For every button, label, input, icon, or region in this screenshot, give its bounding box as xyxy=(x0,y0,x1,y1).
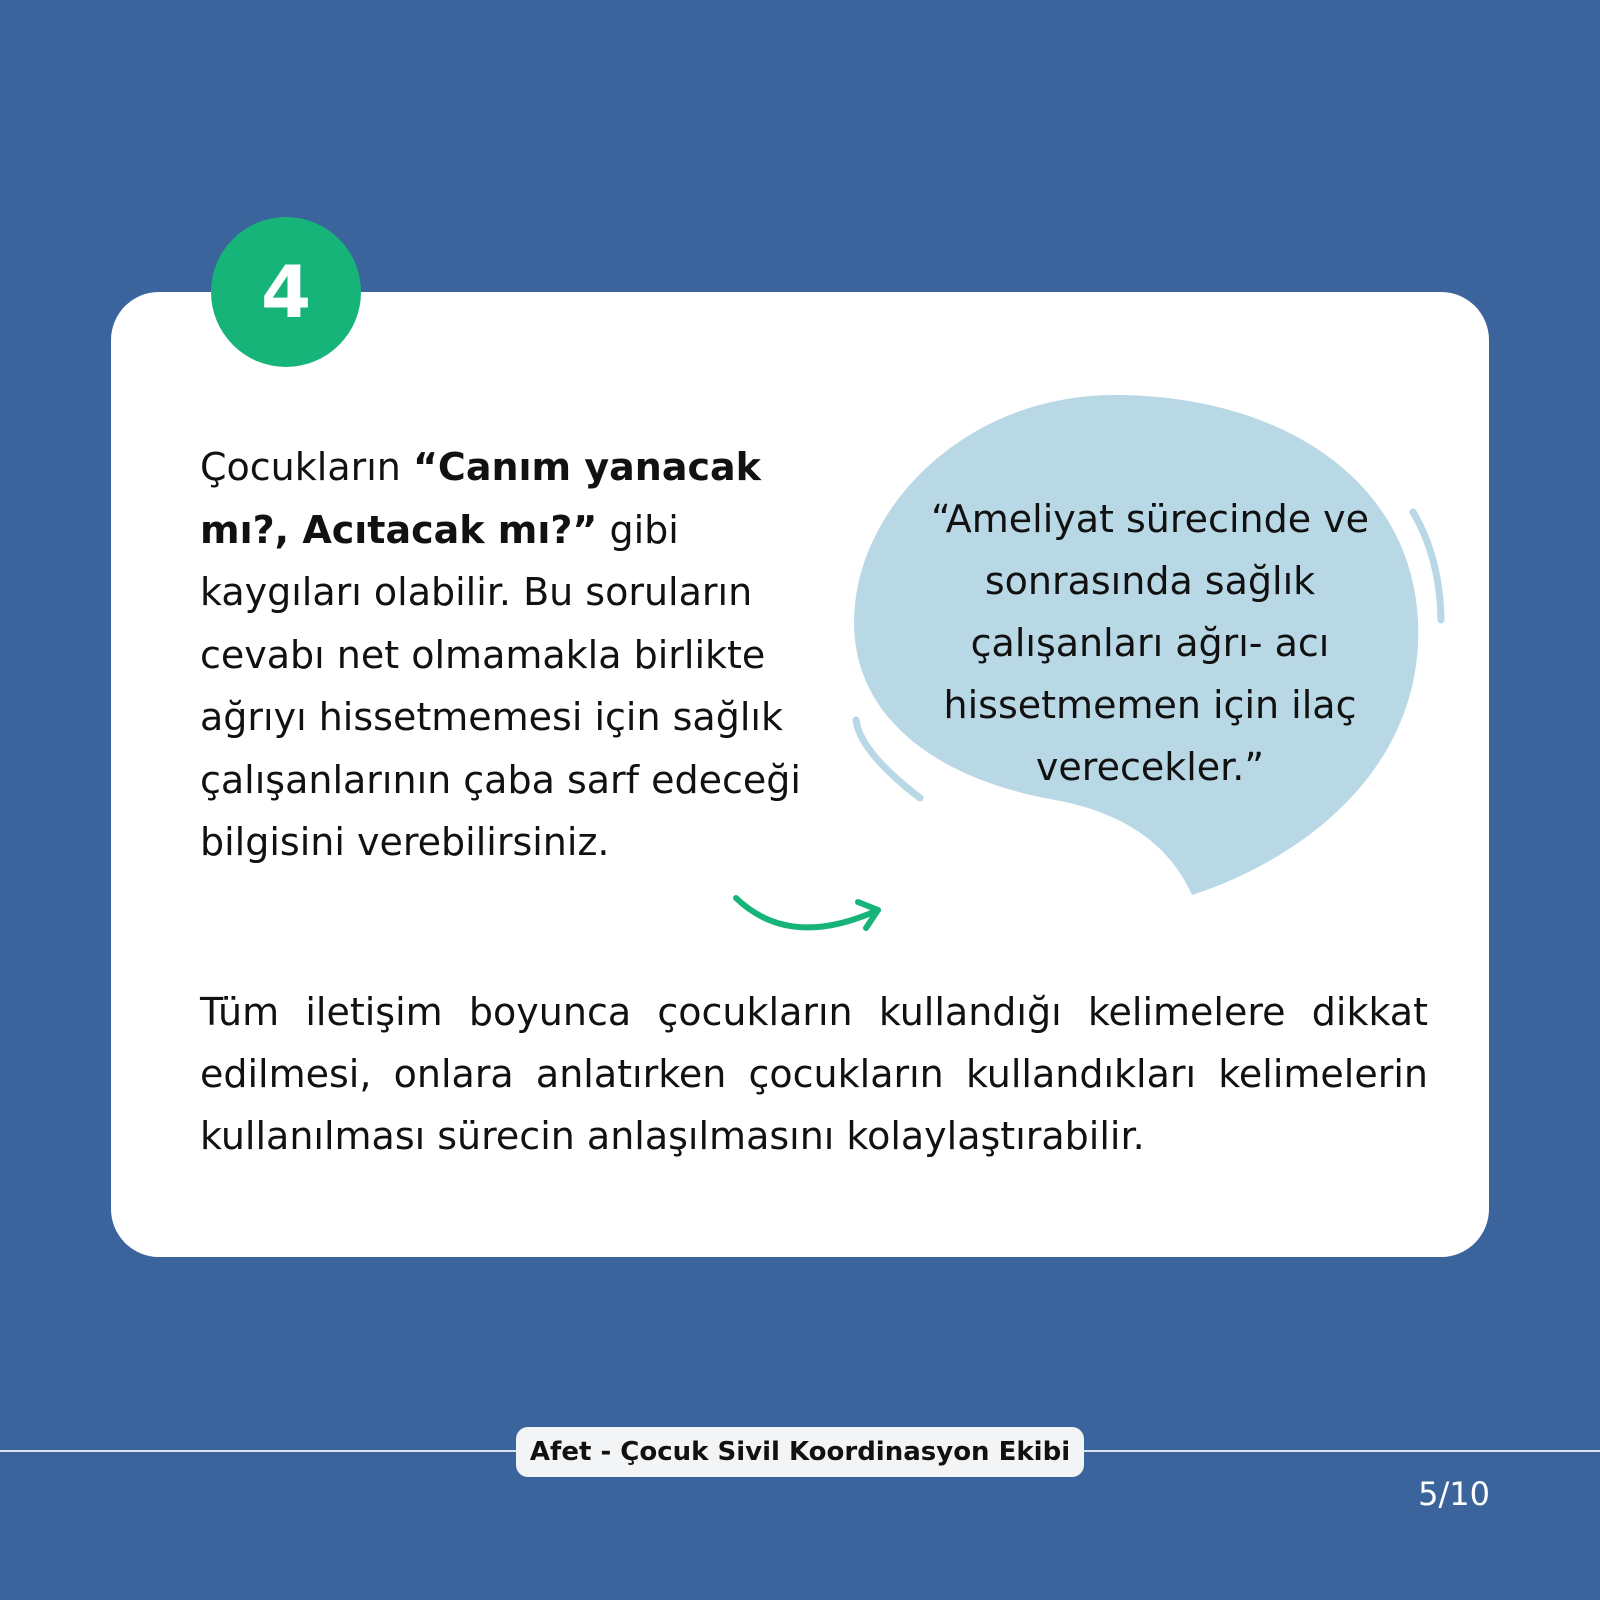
page-number: 5/10 xyxy=(1418,1475,1490,1513)
step-number-badge: 4 xyxy=(211,217,361,367)
intro-lead: Çocukların xyxy=(200,445,413,489)
footer-organization-label: Afet - Çocuk Sivil Koordinasyon Ekibi xyxy=(516,1427,1084,1477)
bubble-accent-right xyxy=(1413,512,1441,620)
intro-paragraph xyxy=(200,436,810,874)
curved-arrow-icon xyxy=(730,880,905,950)
quote-text: “Ameliyat sürecinde ve sonrasında sağlık çalışanları ağrı- acı hissetmemen için ilaç verecekler.” xyxy=(930,497,1370,789)
intro-question: “Canım yanacak mı?, Acıtacak mı?” xyxy=(200,445,761,552)
summary-paragraph: Tüm iletişim boyunca çocukların kullandığı kelimelere dikkat edilmesi, onlara anlatırken çocukların kullandıkları kelimelerin kullanılması sürecin anlaşılmasını kolaylaştırabilir. xyxy=(200,990,1428,1158)
intro-rest: gibi kaygıları olabilir. Bu soruların cevabı net olmamakla birlikte ağrıyı hissetmemesi için sağlık çalışanlarının çaba sarf edeceği bilgisini verebilirsiniz. xyxy=(200,507,801,864)
